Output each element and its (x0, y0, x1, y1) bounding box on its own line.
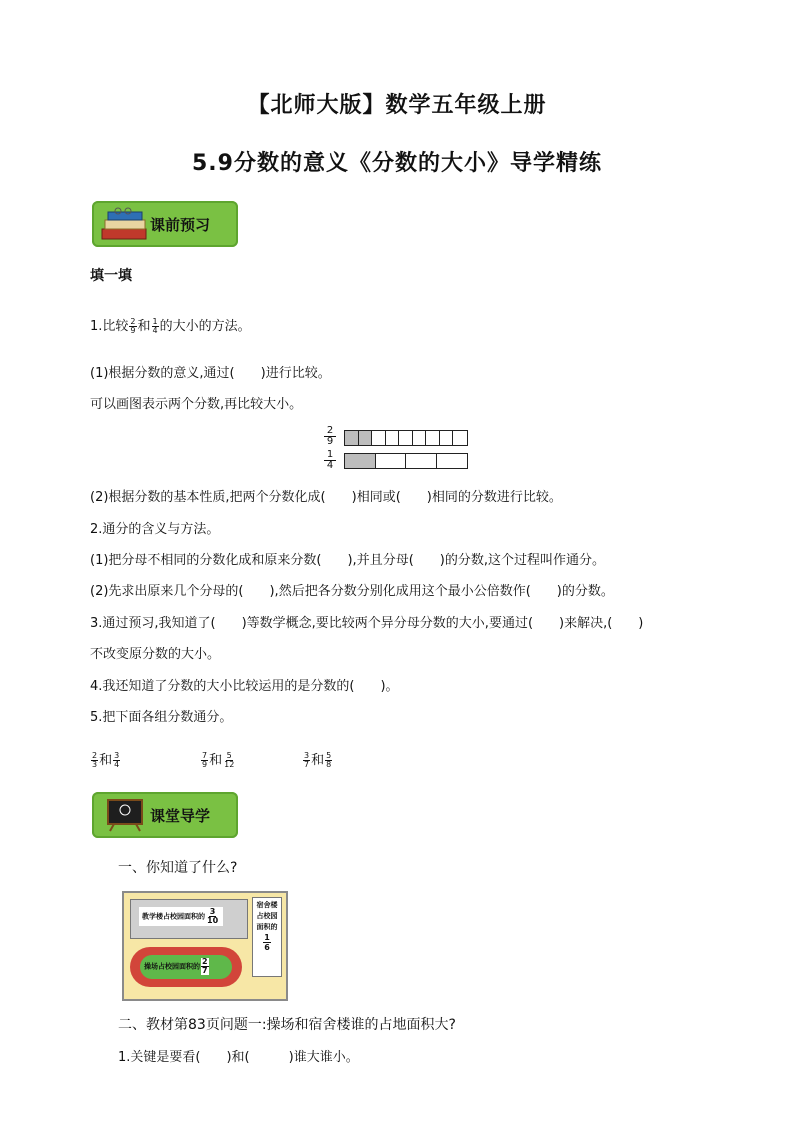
question-2: 2.通分的含义与方法。 (90, 522, 220, 537)
question-1: 1.比较 $\frac{2}{9}$ 和 $\frac{1}{4}$ 的大小的方法。 (90, 317, 251, 335)
bar-segment (399, 431, 413, 445)
bar-segment (440, 431, 454, 445)
fraction: $\frac{1}{4}$ (152, 317, 158, 335)
fraction-label-1-4: 1 4 (324, 450, 336, 471)
bar-segment (406, 454, 437, 468)
fraction-pair-3: $\frac{3}{7}$ 和 $\frac{5}{8}$ (304, 751, 332, 769)
question-1-note: 可以画图表示两个分数,再比较大小。 (90, 397, 303, 412)
section-2-item-1: 1.关键是要看( )和( )谁大谁小。 (118, 1050, 359, 1065)
campus-map (122, 891, 288, 1001)
fill-heading: 填一填 (90, 268, 132, 284)
section-1-heading: 一、你知道了什么? (118, 860, 238, 876)
question-1-1: (1)根据分数的意义,通过( )进行比较。 (90, 366, 331, 381)
bar-segment (376, 454, 407, 468)
fraction-bar-1-4 (344, 453, 468, 469)
class-section-badge (92, 792, 238, 838)
bar-segment (426, 431, 440, 445)
page-subtitle: 5.9分数的意义《分数的大小》导学精练 (192, 151, 602, 176)
bar-segment (413, 431, 427, 445)
fraction-bar-2-9 (344, 430, 468, 446)
question-5: 5.把下面各组分数通分。 (90, 710, 233, 725)
preview-badge-label: 课前预习 (150, 216, 211, 234)
teaching-building: 教学楼占校园面积的 $\frac{3}{10}$ (130, 899, 248, 939)
bar-segment (453, 431, 466, 445)
bar-segment (437, 454, 467, 468)
question-3-line-2: 不改变原分数的大小。 (90, 647, 221, 662)
preview-section-badge (92, 201, 238, 247)
question-2-1: (1)把分母不相同的分数化成和原来分数( ),并且分母( )的分数,这个过程叫作通分。 (90, 553, 605, 568)
bar-segment (345, 454, 376, 468)
bar-segment (386, 431, 400, 445)
question-3-line-1: 3.通过预习,我知道了( )等数学概念,要比较两个异分母分数的大小,要通过( )来解决,( ) (90, 616, 644, 631)
fraction-label-2-9: 2 9 (324, 426, 336, 447)
page-title: 【北师大版】数学五年级上册 (247, 93, 547, 118)
question-2-2: (2)先求出原来几个分母的( ),然后把各分数分别化成用这个最小公倍数作( )的分数。 (90, 584, 614, 599)
section-2-heading: 二、教材第83页问题一:操场和宿舍楼谁的占地面积大? (118, 1017, 456, 1033)
class-badge-label: 课堂导学 (150, 807, 211, 825)
fraction-pair-1: $\frac{2}{3}$ 和 $\frac{3}{4}$ (92, 751, 120, 769)
dormitory-building: 宿舍楼 占校园 面积的 $\frac{1}{6}$ (252, 897, 282, 977)
bar-segment (372, 431, 386, 445)
bar-segment (345, 431, 359, 445)
fraction: $\frac{2}{9}$ (130, 317, 136, 335)
question-1-2: (2)根据分数的基本性质,把两个分数化成( )相同或( )相同的分数进行比较。 (90, 490, 562, 505)
fraction-pair-2: $\frac{7}{9}$ 和 $\frac{5}{12}$ (202, 751, 235, 769)
question-4: 4.我还知道了分数的大小比较运用的是分数的( )。 (90, 679, 399, 694)
blackboard-icon (106, 798, 146, 832)
bar-segment (359, 431, 373, 445)
fraction-bar-diagram (324, 424, 474, 472)
books-icon (100, 207, 148, 243)
sports-track: 操场占校园面积的 $\frac{2}{7}$ (130, 947, 242, 987)
